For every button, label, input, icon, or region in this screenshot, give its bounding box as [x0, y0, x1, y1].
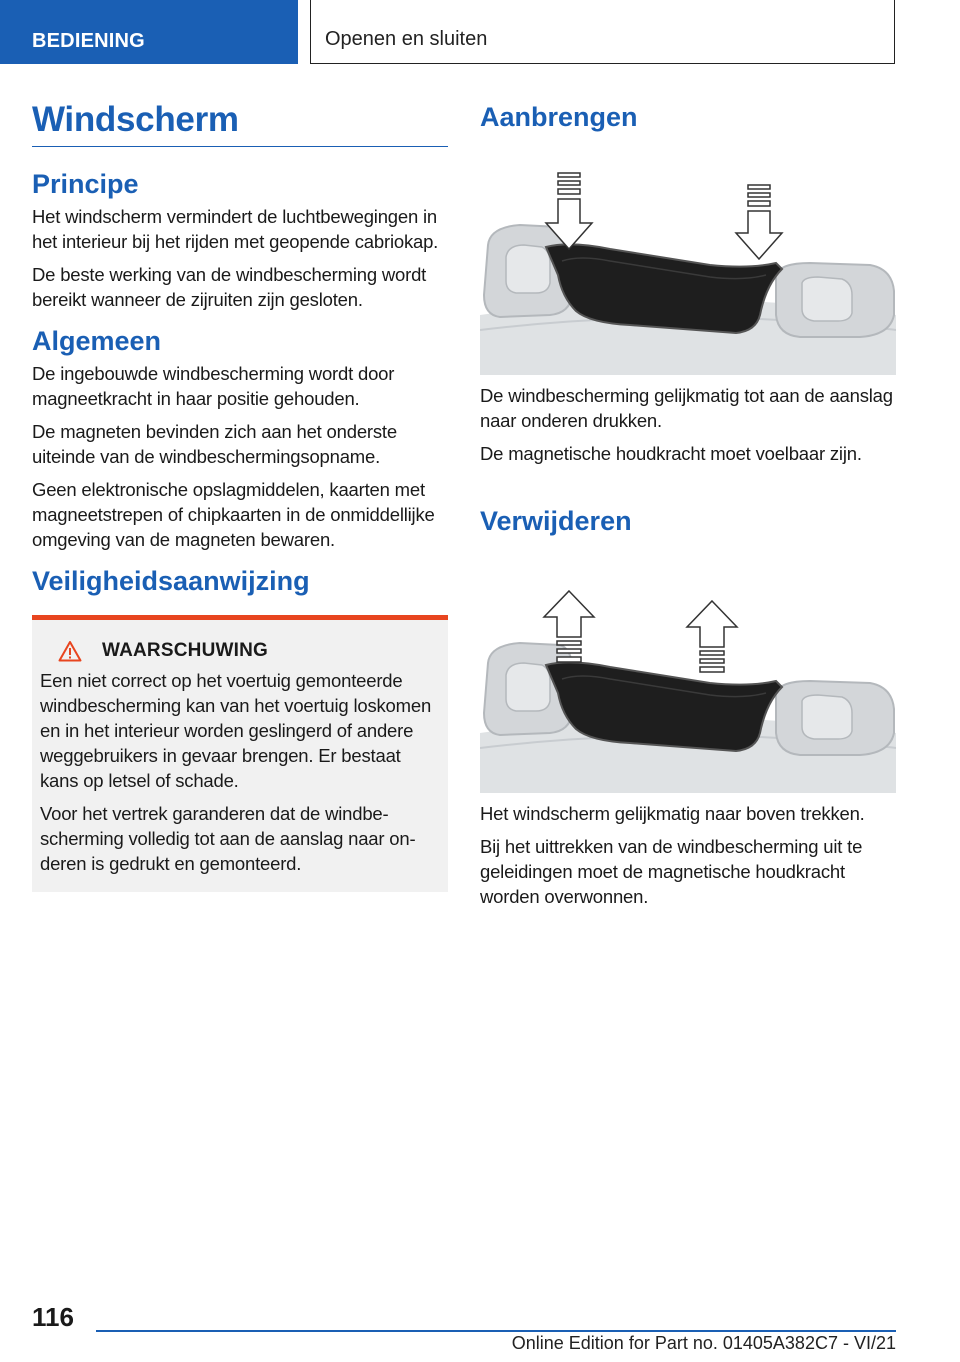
- right-column: [480, 100, 896, 917]
- verwijderen-paragraph-2: Bij het uittrekken van de windbescherming uit te geleidingen moet de magnetische houdkracht worden overwonnen.: [480, 836, 863, 907]
- warning-paragraph-2: Voor het vertrek garanderen dat de windbescherming volledig tot aan de aanslag naar onderen is gedrukt en gemonteerd.: [40, 803, 416, 874]
- warning-paragraph-1: Een niet correct op het voertuig gemonteerde windbescherming kan van het voertuig loskomen en in het interieur worden geslingerd of andere weggebruikers in gevaar brengen. Er bestaat kans op letsel of schade.: [40, 670, 432, 791]
- left-column: [32, 100, 448, 892]
- principe-paragraph-2: De beste werking van de windbescherming wordt bereikt wanneer de zijruiten zijn gesloten.: [32, 264, 427, 310]
- install-illustration: [480, 165, 896, 375]
- principe-paragraph-1: Het windscherm vermindert de luchtbewegingen in het interieur bij het rijden met geopende cabriokap.: [32, 206, 439, 252]
- aanbrengen-paragraph-2: De magnetische houdkracht moet voelbaar zijn.: [480, 443, 862, 464]
- warning-box: [32, 615, 448, 892]
- footer-edition: Online Edition for Part no. 01405A382C7 - VI/21: [511, 1333, 896, 1353]
- warning-label: WAARSCHUWING: [102, 640, 268, 661]
- footer-divider: [96, 1330, 896, 1332]
- algemeen-paragraph-1: De ingebouwde windbescherming wordt door magneetkracht in haar positie gehouden.: [32, 363, 395, 409]
- algemeen-paragraph-2: De magneten bevinden zich aan het onderste uiteinde van de windbeschermingsopname.: [32, 421, 397, 467]
- warning-triangle-icon: [58, 640, 82, 662]
- heading-aanbrengen: Aanbrengen: [480, 102, 638, 132]
- remove-illustration: [480, 583, 896, 793]
- chapter-title: Openen en sluiten: [310, 0, 895, 64]
- heading-veiligheidsaanwijzing: Veiligheidsaanwijzing: [32, 566, 310, 596]
- verwijderen-paragraph-1: Het windscherm gelijkmatig naar boven trekken.: [480, 803, 865, 824]
- section-tab: BEDIENING: [0, 0, 298, 64]
- heading-principe: Principe: [32, 169, 139, 199]
- heading-verwijderen: Verwijderen: [480, 506, 632, 536]
- aanbrengen-paragraph-1: De windbescherming gelijkmatig tot aan de aanslag naar onderen drukken.: [480, 385, 893, 431]
- algemeen-paragraph-3: Geen elektronische opslagmiddelen, kaarten met magneetstrepen of chipkaarten in de onmiddellijke omgeving van de magneten bewaren.: [32, 479, 435, 550]
- page-number: 116: [32, 1302, 74, 1332]
- warning-title: [58, 640, 440, 662]
- heading-algemeen: Algemeen: [32, 326, 162, 356]
- page-title: Windscherm: [32, 100, 448, 147]
